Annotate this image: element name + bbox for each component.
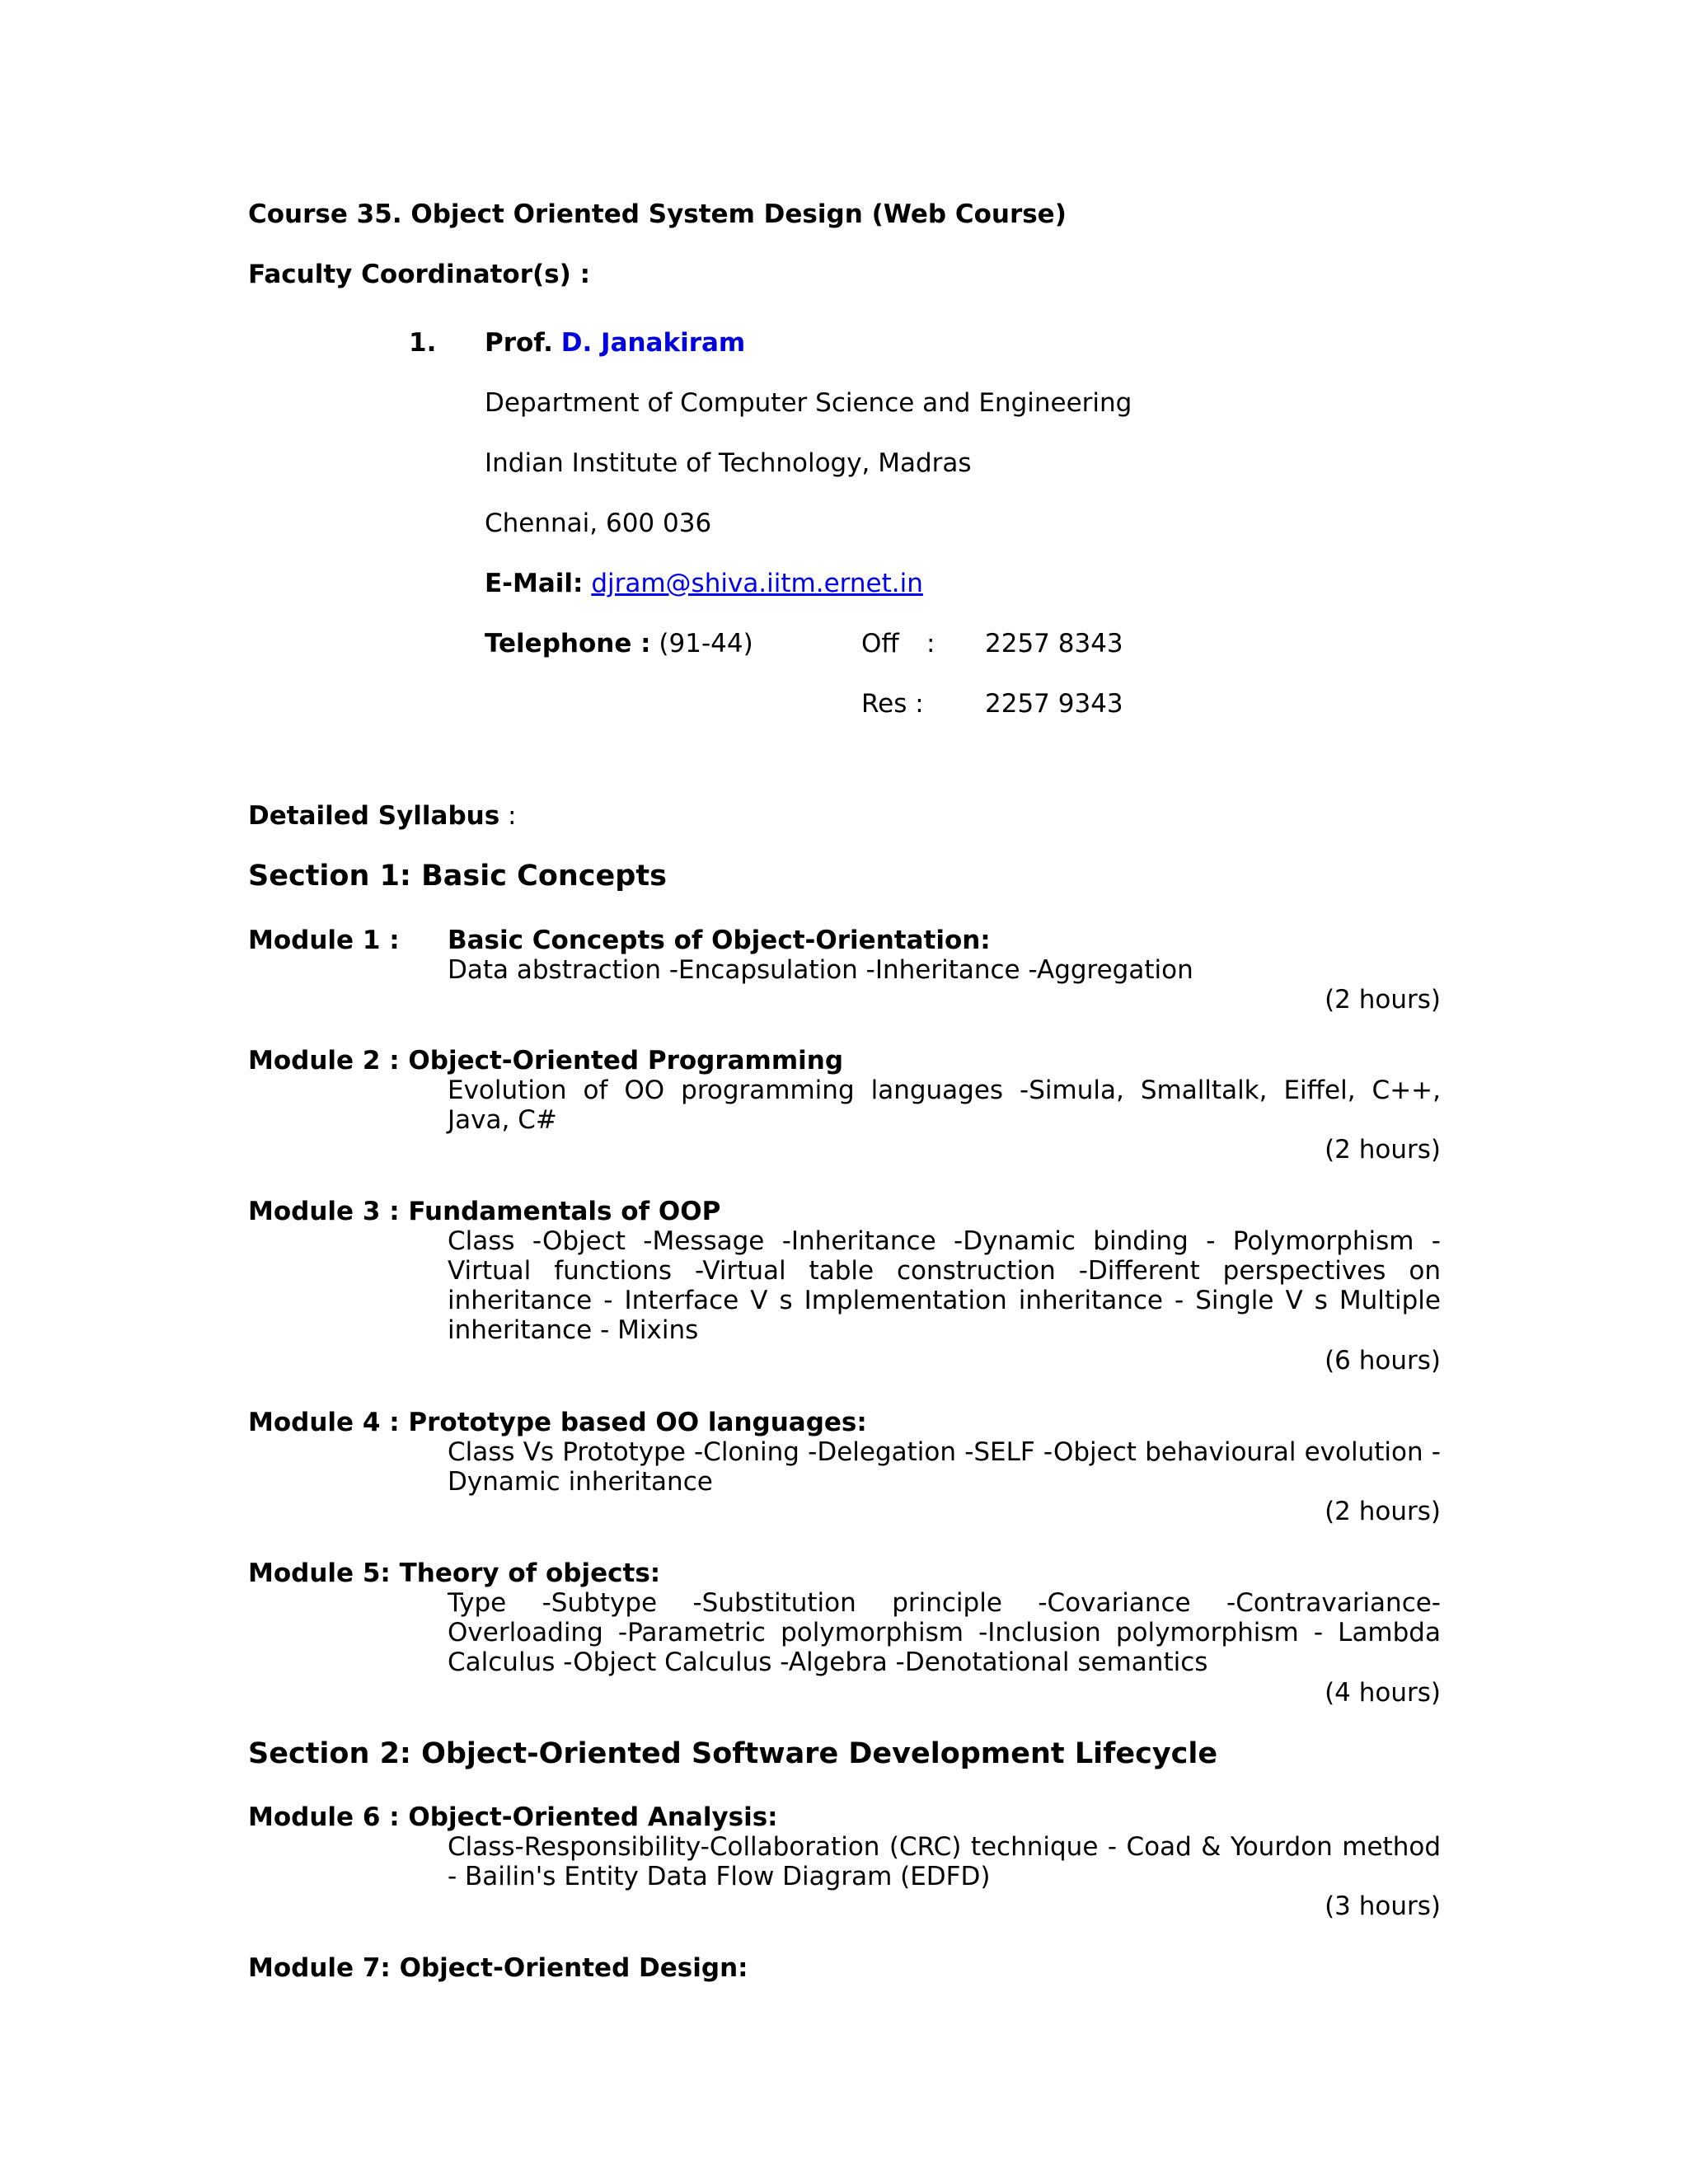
module-label: Module 2 : Object-Oriented Programming xyxy=(248,1046,844,1076)
section-title: Section 2: Object-Oriented Software Development Lifecycle xyxy=(248,1737,1218,1770)
email-label: E-Mail: xyxy=(485,569,584,598)
module-hours: (2 hours) xyxy=(1325,1497,1441,1526)
syllabus-heading xyxy=(248,801,516,831)
module-hours: (3 hours) xyxy=(1325,1891,1441,1921)
syllabus-label: Detailed Syllabus xyxy=(248,801,500,831)
office-colon: : xyxy=(926,629,935,658)
module-title: Basic Concepts of Object-Orientation: xyxy=(448,926,991,955)
coordinator-name-line xyxy=(485,328,745,358)
module-hours: (6 hours) xyxy=(1325,1346,1441,1376)
email-line xyxy=(485,569,923,598)
telephone-label: Telephone : xyxy=(485,629,651,658)
module-description: Class-Responsibility-Collaboration (CRC) technique - Coad & Yourdon method - Bailin's Entity Data Flow Diagram (EDFD) xyxy=(448,1832,1441,1891)
coordinator-institute: Indian Institute of Technology, Madras xyxy=(485,448,972,478)
module-description: Evolution of OO programming languages -Simula, Smalltalk, Eiffel, C++, Java, C# xyxy=(448,1076,1441,1135)
office-number: 2257 8343 xyxy=(985,629,1123,658)
module-label: Module 6 : Object-Oriented Analysis: xyxy=(248,1802,778,1832)
coordinator-department: Department of Computer Science and Engineering xyxy=(485,388,1132,418)
module-hours: (4 hours) xyxy=(1325,1678,1441,1708)
email-link[interactable]: djram@shiva.iitm.ernet.in xyxy=(591,569,923,598)
module-label: Module 1 : xyxy=(248,926,400,955)
residence-number: 2257 9343 xyxy=(985,689,1123,719)
coordinator-prefix: Prof. xyxy=(485,328,553,358)
module-label: Module 5: Theory of objects: xyxy=(248,1558,661,1588)
module-label: Module 4 : Prototype based OO languages: xyxy=(248,1408,867,1437)
office-label: Off xyxy=(861,629,899,658)
module-hours: (2 hours) xyxy=(1325,985,1441,1015)
course-title: Course 35. Object Oriented System Design (Web Course) xyxy=(248,199,1067,229)
coordinator-city: Chennai, 600 036 xyxy=(485,509,712,538)
coordinator-name[interactable]: D. Janakiram xyxy=(560,328,746,358)
syllabus-colon: : xyxy=(499,801,517,831)
module-description: Class -Object -Message -Inheritance -Dynamic binding - Polymorphism -Virtual functions -Virtual table construction -Different perspectives on inheritance - Interface V s Implementation inheritance - Single V s Multiple inheritance - Mixins xyxy=(448,1226,1441,1345)
module-description: Type -Subtype -Substitution principle -Covariance -Contravariance- Overloading -Parametric polymorphism -Inclusion polymorphism - Lambda Calculus -Object Calculus -Algebra -Denotational semantics xyxy=(448,1588,1441,1677)
module-label: Module 7: Object-Oriented Design: xyxy=(248,1953,748,1983)
telephone-line xyxy=(485,629,753,658)
residence-label: Res : xyxy=(861,689,924,719)
module-description: Class Vs Prototype -Cloning -Delegation -SELF -Object behavioural evolution - Dynamic inheritance xyxy=(448,1437,1441,1497)
module-hours: (2 hours) xyxy=(1325,1135,1441,1165)
module-description: Data abstraction -Encapsulation -Inheritance -Aggregation xyxy=(448,955,1193,985)
telephone-area-code: (91-44) xyxy=(659,629,753,658)
faculty-coordinator-label: Faculty Coordinator(s) : xyxy=(248,260,590,289)
section-title: Section 1: Basic Concepts xyxy=(248,860,667,893)
coordinator-number: 1. xyxy=(409,328,437,358)
module-label: Module 3 : Fundamentals of OOP xyxy=(248,1197,721,1226)
